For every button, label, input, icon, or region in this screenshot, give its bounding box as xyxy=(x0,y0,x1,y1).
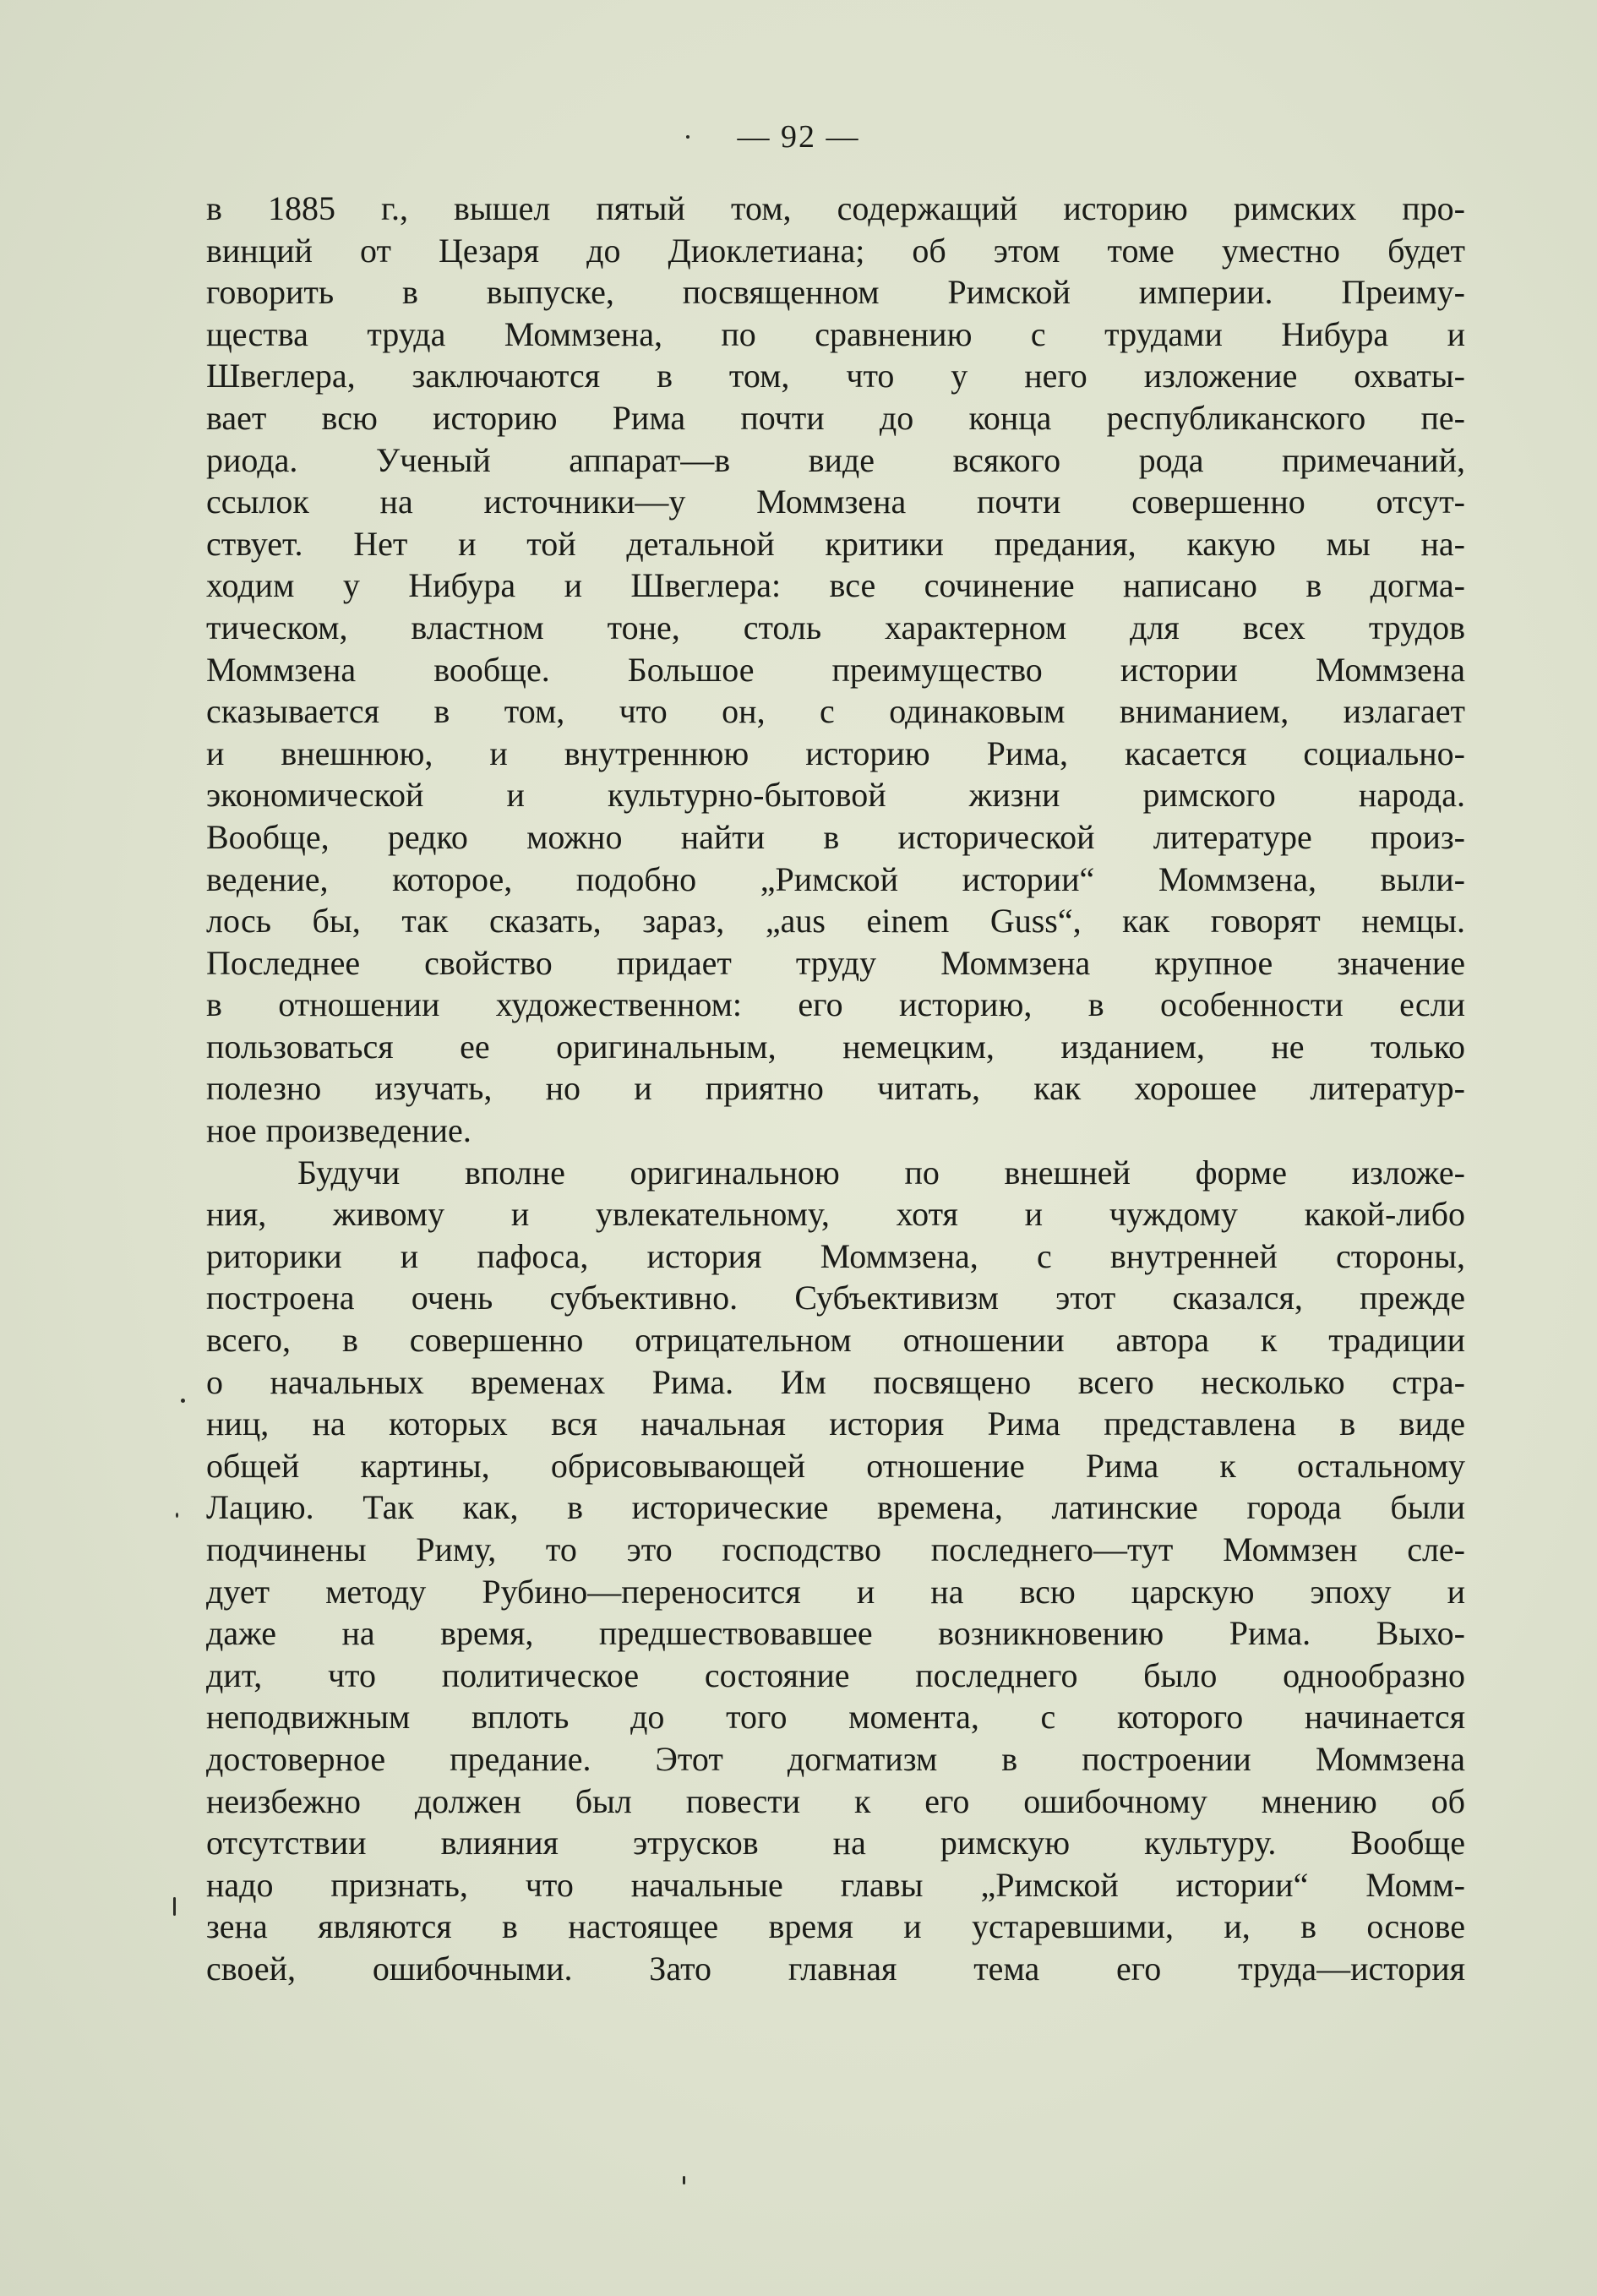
text-line: риторики и пафоса, история Моммзена, с внутренней стороны, xyxy=(206,1236,1465,1275)
paragraph-1 xyxy=(206,188,1465,1152)
text-line: надо признать, что начальные главы „Римской истории“ Момм- xyxy=(206,1865,1465,1904)
text-line: ходим у Нибура и Швеглера: все сочинение написано в догма- xyxy=(206,566,1465,605)
text-line: пользоваться ее оригинальным, немецким, изданием, не только xyxy=(206,1027,1465,1066)
text-line: отсутствии влияния этрусков на римскую культуру. Вообще xyxy=(206,1824,1465,1862)
text-line: ссылок на источники—у Моммзена почти совершенно отсут- xyxy=(206,483,1465,521)
text-line: полезно изучать, но и приятно читать, как хорошее литератур- xyxy=(206,1069,1465,1108)
text-line: неподвижным вплоть до того момента, с которого начинается xyxy=(206,1698,1465,1737)
text-line: ное произведение. xyxy=(206,1111,471,1150)
body-text xyxy=(206,188,1465,1990)
text-line: дует методу Рубино—переносится и на всю царскую эпоху и xyxy=(206,1572,1465,1611)
text-line: о начальных временах Рима. Им посвящено всего несколько стра- xyxy=(206,1362,1465,1401)
text-line: неизбежно должен был повести к его ошибочному мнению об xyxy=(206,1781,1465,1820)
text-line: винций от Цезаря до Диоклетиана; об этом томе уместно будет xyxy=(206,231,1465,270)
text-line: Вообще, редко можно найти в исторической литературе произ- xyxy=(206,817,1465,856)
text-line: в 1885 г., вышел пятый том, содержащий историю римских про- xyxy=(206,189,1465,227)
text-line: ведение, которое, подобно „Римской истории“ Моммзена, выли- xyxy=(206,859,1465,898)
page-number: — 92 — xyxy=(737,119,860,155)
text-line: тическом, властном тоне, столь характерном для всех трудов xyxy=(206,608,1465,646)
text-line: экономической и культурно-бытовой жизни римского народа. xyxy=(206,776,1465,815)
text-line: своей, ошибочными. Зато главная тема его труда—история xyxy=(206,1949,1465,1988)
text-line: в отношении художественном: его историю, в особенности если xyxy=(206,985,1465,1024)
text-line: Лацию. Так как, в исторические времена, латинские города были xyxy=(206,1488,1465,1527)
text-line: общей картины, обрисовывающей отношение Рима к остальному xyxy=(206,1446,1465,1485)
paragraph-2 xyxy=(206,1152,1465,1990)
text-line: построена очень субъективно. Субъективизм этот сказался, прежде xyxy=(206,1279,1465,1317)
text-line: Будучи вполне оригинальною по внешней форме изложе- xyxy=(297,1153,1465,1192)
scan-speck xyxy=(181,1399,185,1403)
text-line: даже на время, предшествовавшее возникновению Рима. Выхо- xyxy=(206,1614,1465,1653)
scan-speck xyxy=(173,1897,176,1916)
text-line: Последнее свойство придает труду Моммзена крупное значение xyxy=(206,943,1465,982)
scan-speck xyxy=(683,2176,685,2184)
text-line: сказывается в том, что он, с одинаковым вниманием, излагает xyxy=(206,692,1465,731)
text-line: зена являются в настоящее время и устаревшими, и, в основе xyxy=(206,1907,1465,1946)
text-line: дит, что политическое состояние последнего было однообразно xyxy=(206,1655,1465,1694)
text-line: вает всю историю Рима почти до конца республиканского пе- xyxy=(206,398,1465,437)
scan-speck xyxy=(686,135,689,139)
text-line: и внешнюю, и внутреннюю историю Рима, касается социально- xyxy=(206,734,1465,772)
text-line: говорить в выпуске, посвященном Римской империи. Преиму- xyxy=(206,273,1465,312)
scan-speck xyxy=(176,1513,178,1518)
text-line: Швеглера, заключаются в том, что у него изложение охваты- xyxy=(206,357,1465,395)
text-line: щества труда Моммзена, по сравнению с трудами Нибура и xyxy=(206,314,1465,353)
text-line: лось бы, так сказать, зараз, „aus einem Guss“, как говорят немцы. xyxy=(206,902,1465,941)
text-line: Моммзена вообще. Большое преимущество истории Моммзена xyxy=(206,650,1465,689)
text-line: ниц, на которых вся начальная история Рима представлена в виде xyxy=(206,1404,1465,1443)
text-line: ствует. Нет и той детальной критики предания, какую мы на- xyxy=(206,524,1465,563)
text-line: риода. Ученый аппарат—в виде всякого рода примечаний, xyxy=(206,440,1465,479)
text-line: достоверное предание. Этот догматизм в построении Моммзена xyxy=(206,1739,1465,1778)
text-line: подчинены Риму, то это господство последнего—тут Моммзен сле- xyxy=(206,1530,1465,1568)
text-line: ния, живому и увлекательному, хотя и чуждому какой-либо xyxy=(206,1195,1465,1234)
text-line: всего, в совершенно отрицательном отношении автора к традиции xyxy=(206,1321,1465,1360)
